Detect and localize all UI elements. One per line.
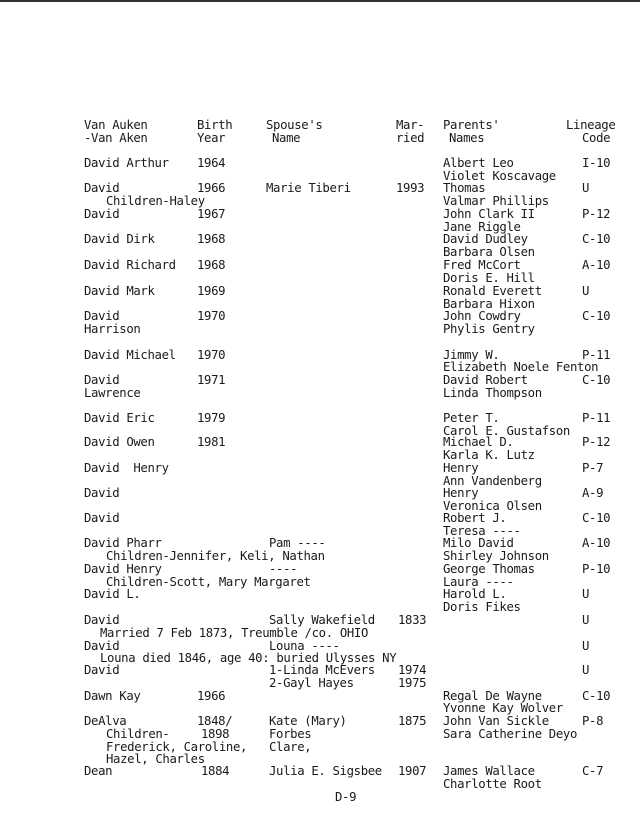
entry-father: Ronald Everett — [443, 284, 542, 298]
header-surname-1: Van Auken — [84, 118, 148, 132]
entry-birth-year: 1968 — [197, 232, 226, 246]
entry-mother: Doris E. Hill — [443, 271, 535, 285]
entry-lineage-code: A-10 — [582, 258, 611, 272]
entry-mother: Phylis Gentry — [443, 322, 535, 336]
entry-lineage-code: C-10 — [582, 511, 611, 525]
header-married-1: Mar- — [396, 118, 425, 132]
header-spouse-2: Name — [272, 131, 301, 145]
entry-lineage-code: C-10 — [582, 689, 611, 703]
entry-mother: Karla K. Lutz — [443, 448, 535, 462]
entry-mother: Barbara Hixon — [443, 297, 535, 311]
entry-name: Dean — [84, 764, 113, 778]
entry-spouse: ---- — [269, 562, 298, 576]
header-lineage-1: Lineage — [566, 118, 616, 132]
header-parents-2: Names — [449, 131, 485, 145]
entry-father: Peter T. — [443, 411, 500, 425]
entry-father: Harold L. — [443, 587, 507, 601]
entry-mother: Veronica Olsen — [443, 499, 542, 513]
entry-name: David — [84, 309, 120, 323]
entry-note: Children-Haley — [106, 194, 205, 208]
entry-birth-year: 1981 — [197, 435, 226, 449]
entry-father: Jimmy W. — [443, 348, 500, 362]
entry-lineage-code: P-7 — [582, 461, 604, 475]
entry-married-year: 1875 — [398, 714, 427, 728]
header-married-2: ried — [396, 131, 425, 145]
entry-note: Children-Jennifer, Keli, Nathan — [106, 549, 325, 563]
entry-father: Robert J. — [443, 511, 507, 525]
entry-mother: Violet Koscavage — [443, 169, 556, 183]
entry-lineage-code: U — [582, 284, 590, 298]
entry-lineage-code: U — [582, 587, 590, 601]
entry-mother: Jane Riggle — [443, 220, 521, 234]
entry-name: David Eric — [84, 411, 155, 425]
entry-lineage-code: C-10 — [582, 232, 611, 246]
entry-lineage-code: P-12 — [582, 435, 611, 449]
entry-lineage-code: U — [582, 181, 590, 195]
entry-mother: Elizabeth Noele Fenton — [443, 360, 599, 374]
entry-name: David — [84, 663, 120, 677]
entry-lineage-code: I-10 — [582, 156, 611, 170]
entry-name: David — [84, 207, 120, 221]
entry-name-line-2: Lawrence — [84, 386, 141, 400]
entry-name: David Pharr — [84, 536, 162, 550]
entry-father: David Dudley — [443, 232, 528, 246]
entry-name: David — [84, 181, 120, 195]
entry-note: Children- — [106, 727, 170, 741]
entry-name: David Mark — [84, 284, 155, 298]
entry-mother: Teresa ---- — [443, 524, 521, 538]
entry-name-line-2: Harrison — [84, 322, 141, 336]
header-parents-1: Parents' — [443, 118, 500, 132]
entry-mother: Sara Catherine Deyo — [443, 727, 578, 741]
entry-lineage-code: A-10 — [582, 536, 611, 550]
entry-name: David Arthur — [84, 156, 169, 170]
entry-birth-year: 1971 — [197, 373, 226, 387]
entry-lineage-code: C-10 — [582, 373, 611, 387]
entry-father: John Cowdry — [443, 309, 521, 323]
entry-name: David — [84, 639, 120, 653]
entry-spouse-2: Forbes — [269, 727, 312, 741]
entry-birth-year: 1968 — [197, 258, 226, 272]
entry-spouse: Julia E. Sigsbee — [269, 764, 382, 778]
entry-married-year: 1974 — [398, 663, 427, 677]
entry-mother: Valmar Phillips — [443, 194, 549, 208]
header-lineage-2: Code — [582, 131, 611, 145]
entry-father: Henry — [443, 461, 479, 475]
entry-mother: Carol E. Gustafson — [443, 424, 570, 438]
page-number: D-9 — [335, 790, 357, 804]
entry-birth-year: 1979 — [197, 411, 226, 425]
entry-married-year: 1907 — [398, 764, 427, 778]
entry-lineage-code: P-12 — [582, 207, 611, 221]
entry-name: David Henry — [84, 562, 162, 576]
header-spouse-1: Spouse's — [266, 118, 323, 132]
entry-note-2: Frederick, Caroline, — [106, 740, 248, 754]
entry-lineage-code: U — [582, 639, 590, 653]
entry-name: David Henry — [84, 461, 169, 475]
header-birth-2: Year — [197, 131, 226, 145]
entry-spouse: Pam ---- — [269, 536, 326, 550]
entry-birth-year: 1969 — [197, 284, 226, 298]
header-surname-2: -Van Aken — [84, 131, 148, 145]
entry-spouse: Sally Wakefield — [269, 613, 375, 627]
entry-father: James Wallace — [443, 764, 535, 778]
entry-mother: Doris Fikes — [443, 600, 521, 614]
entry-name: David Dirk — [84, 232, 155, 246]
entry-birth-year: 1848/ — [197, 714, 233, 728]
entry-lineage-code: P-8 — [582, 714, 604, 728]
entry-father: Albert Leo — [443, 156, 514, 170]
entry-married-year: 1833 — [398, 613, 427, 627]
entry-father: David Robert — [443, 373, 528, 387]
entry-birth-year: 1970 — [197, 309, 226, 323]
entry-lineage-code: U — [582, 663, 590, 677]
entry-lineage-code: A-9 — [582, 486, 604, 500]
entry-note: Married 7 Feb 1873, Treumble /co. OHIO — [100, 626, 369, 640]
entry-mother: Linda Thompson — [443, 386, 542, 400]
entry-lineage-code: U — [582, 613, 590, 627]
entry-name: David Michael — [84, 348, 176, 362]
entry-lineage-code: P-11 — [582, 348, 611, 362]
entry-father: George Thomas — [443, 562, 535, 576]
entry-father: Michael D. — [443, 435, 514, 449]
entry-mother: Laura ---- — [443, 575, 514, 589]
entry-name: DeAlva — [84, 714, 127, 728]
entry-spouse: Marie Tiberi — [266, 181, 351, 195]
entry-name: David — [84, 511, 120, 525]
entry-father: Milo David — [443, 536, 514, 550]
entry-note-3: Hazel, Charles — [106, 752, 205, 766]
entry-spouse-2: 2-Gayl Hayes — [269, 676, 354, 690]
header-birth-1: Birth — [197, 118, 233, 132]
entry-lineage-code: C-7 — [582, 764, 604, 778]
entry-lineage-code: P-10 — [582, 562, 611, 576]
entry-mother: Barbara Olsen — [443, 245, 535, 259]
entry-lineage-code: C-10 — [582, 309, 611, 323]
entry-name: David L. — [84, 587, 141, 601]
entry-birth-year: 1970 — [197, 348, 226, 362]
entry-name: David — [84, 486, 120, 500]
entry-spouse-3: Clare, — [269, 740, 312, 754]
entry-spouse: Louna ---- — [269, 639, 340, 653]
entry-father: Thomas — [443, 181, 486, 195]
entry-spouse: Kate (Mary) — [269, 714, 347, 728]
entry-father: Regal De Wayne — [443, 689, 542, 703]
entry-father: Fred McCort — [443, 258, 521, 272]
entry-lineage-code: P-11 — [582, 411, 611, 425]
entry-note: Children-Scott, Mary Margaret — [106, 575, 311, 589]
entry-note: Louna died 1846, age 40: buried Ulysses NY — [100, 651, 397, 665]
entry-father: Henry — [443, 486, 479, 500]
entry-birth-year: 1967 — [197, 207, 226, 221]
entry-birth-year: 1884 — [201, 764, 230, 778]
entry-married-year-2: 1975 — [398, 676, 427, 690]
entry-mother: Yvonne Kay Wolver — [443, 701, 563, 715]
entry-spouse: 1-Linda McEvers — [269, 663, 375, 677]
entry-father: John Clark II — [443, 207, 535, 221]
entry-birth-year-2: 1898 — [201, 727, 230, 741]
entry-married-year: 1993 — [396, 181, 425, 195]
entry-name: David Owen — [84, 435, 155, 449]
entry-mother: Charlotte Root — [443, 777, 542, 791]
entry-birth-year: 1966 — [197, 689, 226, 703]
entry-birth-year: 1966 — [197, 181, 226, 195]
entry-birth-year: 1964 — [197, 156, 226, 170]
entry-name: David — [84, 373, 120, 387]
entry-name: Dawn Kay — [84, 689, 141, 703]
entry-mother: Shirley Johnson — [443, 549, 549, 563]
entry-name: David Richard — [84, 258, 176, 272]
entry-mother: Ann Vandenberg — [443, 474, 542, 488]
entry-name: David — [84, 613, 120, 627]
entry-father: John Van Sickle — [443, 714, 549, 728]
